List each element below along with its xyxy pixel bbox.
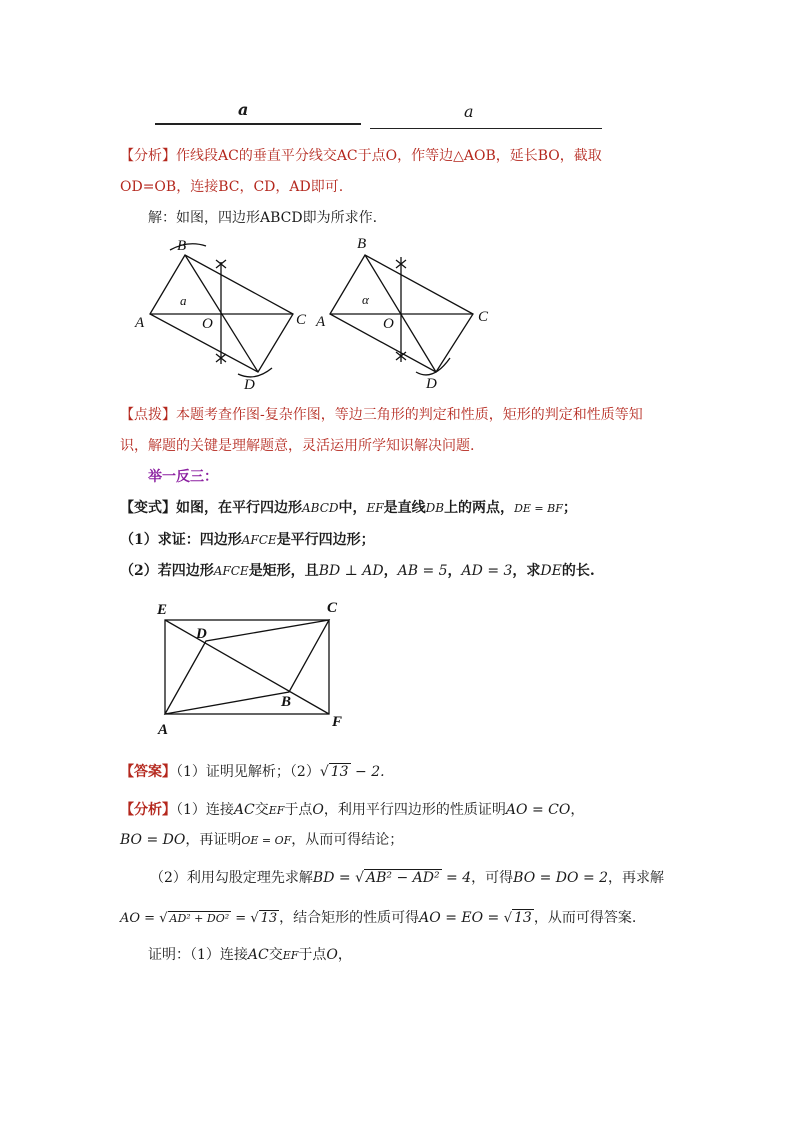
- a2-r13b: 13: [514, 910, 532, 926]
- label-a-left: A: [135, 315, 145, 331]
- proof-text: 证明：（1）连接: [148, 947, 248, 963]
- proof-text-4: ，: [337, 947, 352, 963]
- a2-text: （1）连接: [176, 802, 234, 818]
- construction-figure: [130, 232, 500, 392]
- label-c-right: C: [478, 309, 489, 325]
- proof-o: O: [326, 947, 338, 963]
- variant-text-b: 中，: [338, 500, 367, 516]
- variant-q2: （2）若四边形AFCE是矩形，且BD ⊥ AD，AB = 5，AD = 3，求DE的长.: [120, 563, 595, 579]
- q2-ad: AD = 3: [461, 563, 513, 579]
- analysis-tag: 【分析】: [120, 148, 176, 164]
- variant-text-c: 是直线: [383, 500, 426, 516]
- a2-text-e: ，: [570, 802, 585, 818]
- a2-aoeo: AO = EO =: [419, 910, 504, 926]
- proof-text-3: 于点: [298, 947, 327, 963]
- label-o-right: O: [383, 316, 394, 332]
- a2-oeof: OE = OF: [241, 834, 292, 847]
- a2-r13: 13: [260, 911, 278, 926]
- a2-aoco: AO = CO: [505, 802, 571, 818]
- label-d-right: D: [426, 376, 437, 392]
- label-b-left: B: [177, 238, 187, 254]
- a2-text-b: 交: [254, 802, 269, 818]
- q2-text-c: ，求: [512, 563, 541, 579]
- segment-right-label: a: [464, 102, 474, 121]
- var-cond: DE = BF: [514, 502, 563, 515]
- q2-ab: AB = 5: [397, 563, 448, 579]
- label-f: F: [332, 714, 343, 730]
- label-c-left: C: [296, 312, 307, 328]
- label-d-left: D: [244, 377, 255, 392]
- label-b-right: B: [357, 236, 367, 252]
- variant-q1: [120, 530, 375, 550]
- q2-text-b: 是矩形，且: [248, 563, 319, 579]
- analysis-1-line-1: [120, 146, 602, 166]
- variant-text: 如图，在平行四边形: [176, 500, 302, 516]
- variant-line-1: [120, 498, 577, 519]
- a2-ef: EF: [268, 804, 285, 817]
- answer-text: （1）证明见解析；（2）: [176, 764, 320, 780]
- var-db: DB: [425, 501, 445, 515]
- q2-afce: AFCE: [213, 564, 249, 578]
- a2-eqsqrt: =: [231, 911, 251, 926]
- proof-ef: EF: [282, 949, 299, 962]
- tip-line-2: 识，解题的关键是理解题意，灵活运用所学知识解决问题.: [120, 438, 475, 454]
- a2-text-d: ，利用平行四边形的性质证明: [323, 802, 506, 818]
- a2-rad1: AB² − AD²: [366, 870, 440, 886]
- label-o-left: O: [202, 316, 213, 332]
- tip-line-1: [120, 405, 643, 425]
- q2-text: （2）若四边形: [120, 563, 214, 579]
- analysis-2-line-4: AO = √ AD² + DO² = √ 13 ，结合矩形的性质可得AO = EO = √ 13 ，从而可得答案.: [120, 910, 637, 926]
- analysis-2-line-3: （2）利用勾股定理先求解BD = √ AB² − AD² = 4，可得BO = DO = 2，再求解: [150, 870, 665, 886]
- var-abcd: ABCD: [302, 501, 339, 515]
- answer-minus: − 2.: [350, 764, 385, 780]
- answer-line: 【答案】（1）证明见解析；（2）√ 13 − 2.: [120, 764, 385, 780]
- label-a: A: [158, 722, 169, 738]
- label-b: B: [281, 694, 292, 710]
- a2-bodo: BO = DO: [120, 832, 186, 848]
- label-a-right: A: [316, 314, 326, 330]
- variant-text-d: 上的两点，: [444, 500, 515, 516]
- label-c: C: [327, 600, 338, 616]
- q2-perp: BD ⊥ AD: [318, 563, 384, 579]
- segment-right: [370, 128, 602, 129]
- analysis-1-line-2: [120, 177, 343, 197]
- variant-tag: 【变式】: [120, 500, 176, 516]
- q1-text: （1）求证：四边形: [120, 532, 242, 548]
- a2-text-l3a: （2）利用勾股定理先求解: [150, 870, 313, 886]
- a2-text-l2b: ，从而可得结论；: [291, 832, 404, 848]
- q2-de: DE: [540, 563, 562, 579]
- analysis-2-line-1: [120, 800, 584, 821]
- var-ef: EF: [366, 501, 384, 515]
- answer-tag: 【答案】: [120, 764, 176, 780]
- answer-sqrt: 13: [330, 764, 349, 780]
- analysis-2-line-2: [120, 830, 403, 851]
- q1-text-b: 是平行四边形；: [276, 532, 375, 548]
- a2-text-l2a: ，再证明: [185, 832, 242, 848]
- a2-eq4: = 4: [441, 870, 472, 886]
- label-d: D: [196, 626, 207, 642]
- proof-ac: AC: [247, 947, 269, 963]
- analysis-2-tag: 【分析】: [120, 802, 176, 818]
- a2-ac: AC: [233, 802, 255, 818]
- proof-text-2: 交: [268, 947, 283, 963]
- tip-text: 本题考查作图-复杂作图，等边三角形的判定和性质，矩形的判定和性质等知: [176, 407, 643, 423]
- proof-line: [148, 945, 352, 966]
- label-alpha-left: a: [180, 293, 187, 308]
- a2-text-l4a: ，结合矩形的性质可得: [279, 910, 420, 926]
- tip-tag: 【点拨】: [120, 407, 176, 423]
- rectangle-figure: [150, 598, 350, 740]
- a2-rad2: AD² + DO²: [169, 912, 230, 925]
- q2-text-d: 的长.: [561, 563, 595, 579]
- section-title: 举一反三：: [148, 469, 218, 485]
- label-e: E: [157, 602, 168, 618]
- analysis-text: 作线段AC的垂直平分线交AC于点O，作等边△AOB，延长BO，截取: [176, 148, 602, 164]
- variant-text-e: ；: [562, 500, 577, 516]
- a2-text-l3c: ，再求解: [608, 870, 665, 886]
- a2-ao: AO =: [120, 911, 160, 926]
- solution-1: 解：如图，四边形ABCD即为所求作.: [148, 210, 378, 226]
- a2-bd: BD =: [312, 870, 356, 886]
- a2-bodo2: BO = DO = 2: [513, 870, 609, 886]
- a2-o: O: [312, 802, 324, 818]
- a2-text-l3b: ，可得: [471, 870, 514, 886]
- a2-text-c: 于点: [284, 802, 313, 818]
- segment-left: [155, 123, 361, 125]
- label-alpha-right: α: [362, 292, 369, 307]
- a2-text-l4b: ，从而可得答案.: [533, 910, 637, 926]
- segment-left-label: a: [238, 100, 249, 119]
- analysis-text-2: OD=OB，连接BC，CD，AD即可.: [120, 179, 344, 195]
- q1-afce: AFCE: [241, 533, 277, 547]
